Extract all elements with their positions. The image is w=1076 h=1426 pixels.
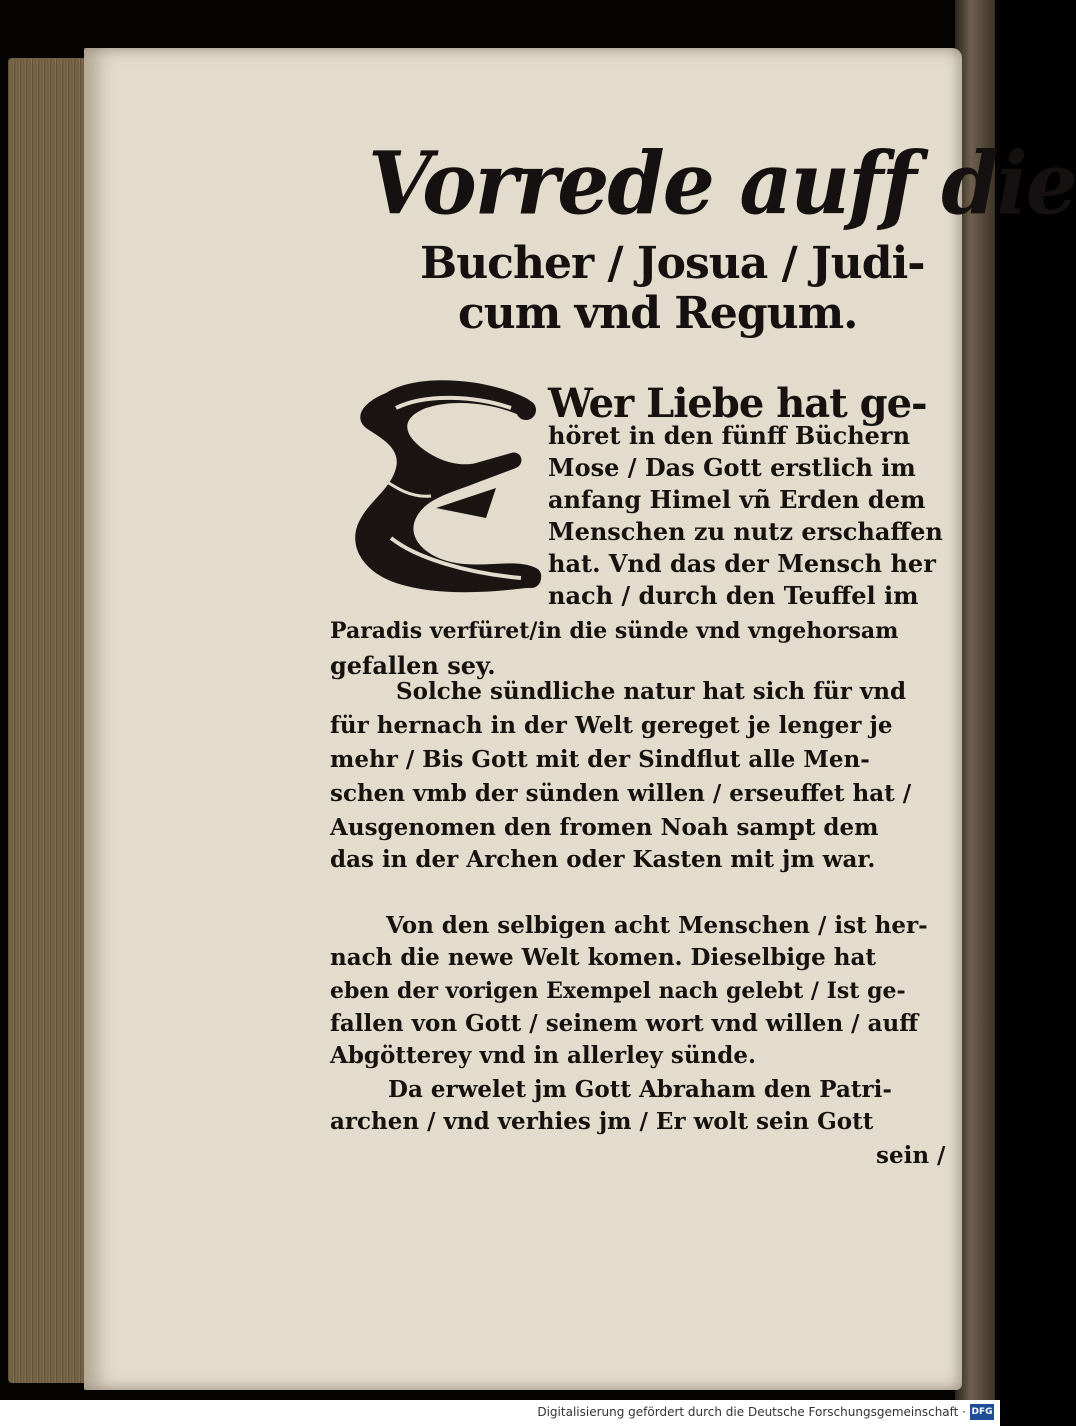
text-line: eben der vorigen Exempel nach gelebt / Ist ge- <box>330 978 906 1004</box>
title-line-3: cum vnd Regum. <box>458 288 858 339</box>
text-line: gefallen sey. <box>330 651 496 680</box>
title-line-2: Bucher / Josua / Judi- <box>420 238 925 289</box>
text-line: Wer Liebe hat ge- <box>548 380 927 427</box>
text-line: Solche sündliche natur hat sich für vnd <box>396 678 907 705</box>
text-line: schen vmb der sünden willen / erseuffet hat / <box>330 780 912 807</box>
text-line: Menschen zu nutz erschaffen <box>548 517 943 546</box>
text-line: sein / <box>876 1142 946 1169</box>
text-line: für hernach in der Welt gereget je lenger je <box>330 712 893 739</box>
text-line: höret in den fünff Büchern <box>548 421 911 450</box>
text-line: Abgötterey vnd in allerley sünde. <box>330 1042 756 1069</box>
text-line: Von den selbigen acht Menschen / ist her- <box>386 912 928 939</box>
text-line: Da erwelet jm Gott Abraham den Patri- <box>388 1076 892 1103</box>
text-line: Mose / Das Gott erstlich im <box>548 453 916 482</box>
text-line: das in der Archen oder Kasten mit jm war. <box>330 846 876 873</box>
book-edge <box>8 58 88 1383</box>
text-line: nach die newe Welt komen. Dieselbige hat <box>330 944 876 971</box>
text-line: nach / durch den Teuffel im <box>548 581 919 610</box>
dfg-logo: DFG <box>970 1404 994 1420</box>
text-line: hat. Vnd das der Mensch her <box>548 549 936 578</box>
decorated-initial-e <box>336 368 551 608</box>
text-line: Ausgenomen den fromen Noah sampt dem <box>330 814 879 841</box>
footer-credit: Digitalisierung gefördert durch die Deutsche Forschungsgemeinschaft · <box>537 1405 966 1419</box>
text-line: mehr / Bis Gott mit der Sindflut alle Men- <box>330 746 870 773</box>
text-line: archen / vnd verhies jm / Er wolt sein Gott <box>330 1108 874 1135</box>
text-line: fallen von Gott / seinem wort vnd willen / auff <box>330 1010 919 1037</box>
text-line: Paradis verfüret/in die sünde vnd vngehorsam <box>330 618 899 644</box>
title-line-1: Vorrede auff die <box>368 133 1076 235</box>
text-line: anfang Himel vñ Erden dem <box>548 485 926 514</box>
